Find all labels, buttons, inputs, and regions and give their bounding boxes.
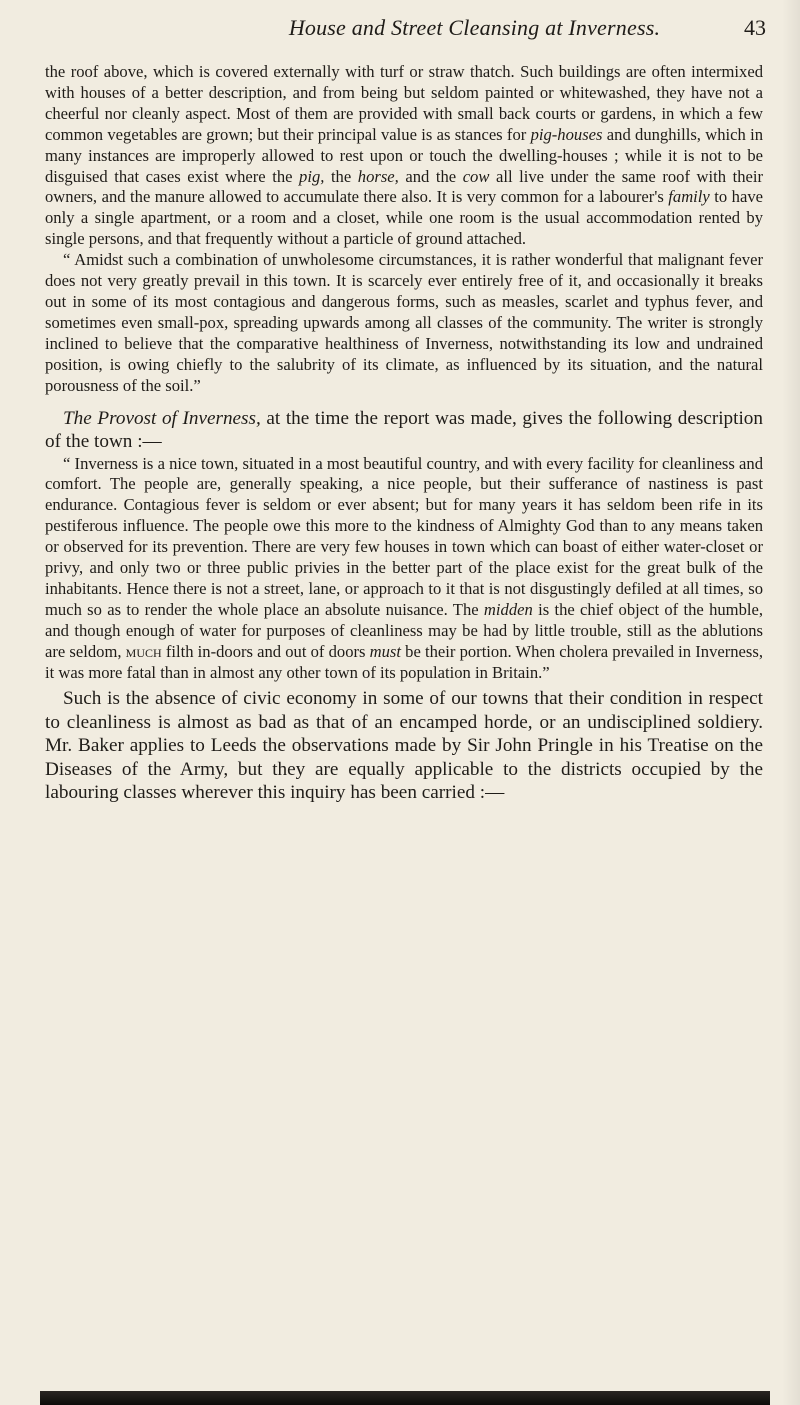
italic-run: horse,	[357, 166, 399, 186]
text-run: “ Amidst such a combination of unwholesome circumstances, it is rather wonderful that malignant fever does not very greatly prevail in this town. It is scarcely ever entirely free of it, and occasionally it breaks out in some of its most contagious and dangerous forms, such as measles, scarlet and typhus fever, and sometimes even small-pox, spreading upwards among all classes of the community. The writer is strongly inclined to believe that the comparative healthiness of Inverness, notwithstanding its low and undrained position, is owing chiefly to the salubrity of its climate, as influenced by its situation, and the natural porousness of the soil.”	[45, 250, 763, 395]
text-run: to have only a single apartment, or a room and a closet, while one room is the usual accommodation rented by single persons, and that frequently without a particle of ground attached.	[45, 187, 763, 249]
running-head: House and Street Cleansing at Inverness.	[288, 15, 661, 40]
paragraph-roof-description	[45, 62, 763, 250]
italic-run: pig-houses	[530, 124, 603, 144]
bottom-dark-edge	[40, 1391, 770, 1405]
italic-run: must	[369, 641, 402, 661]
text-run: “ Inverness is a nice town, situated in a most beautiful country, and with every facility for cleanliness and comfort. The people are, generally speaking, a nice people, but their sufferance of nastiness is past endurance. Contagious fever is seldom or ever absent; but for many years it has seldom been rife in its pestiferous influence. The people owe this more to the kindness of Almighty God than to any means taken or observed for its prevention. There are very few houses in town which can boast of either water-closet or privy, and only two or three public privies in the better part of the place exist for the great bulk of the inhabitants. Hence there is not a street, lane, or approach to it that is not disgustingly defiled at all times, so much so as to render the whole place an absolute nuisance. The	[45, 453, 763, 619]
paragraph-provost-intro	[45, 407, 763, 454]
page-header	[145, 8, 766, 48]
page-edge-shadow	[782, 0, 800, 1405]
paragraph-provost-quote	[45, 454, 763, 684]
paragraph-fever-quote	[45, 250, 763, 396]
italic-run: family	[668, 187, 710, 207]
text-run: the roof above, which is covered externally with turf or straw thatch. Such buildings are often intermixed with houses of a better description, and from being but seldom painted or whitewashed, they have not a cheerful nor cleanly aspect. Most of them are provided with small back courts or gardens, in which a few common vegetables are grown; but their principal value is as stances for	[45, 62, 763, 144]
body-text	[45, 62, 763, 805]
text-run: is the chief object of the humble, and though enough of water for purposes of cleanliness may be had by little trouble, still as the ablutions are seldom,	[45, 599, 764, 661]
italic-run: midden	[483, 599, 533, 619]
text-run: at the time the report was made, gives the following description of the town :—	[45, 407, 763, 452]
text-run: the	[324, 166, 358, 186]
text-run: and the	[398, 166, 463, 186]
small-caps-run: much	[125, 641, 162, 661]
page-number: 43	[744, 15, 766, 40]
paragraph-civic-economy	[45, 687, 763, 805]
text-run: be their portion. When cholera prevailed in Inverness, it was more fatal than in almost any other town of its population in Britain.”	[45, 641, 763, 682]
text-run: all live under the same roof with their owners, and the manure allowed to accumulate there also. It is very common for a labourer's	[45, 166, 763, 207]
text-run: and dunghills, which in many instances are improperly allowed to rest upon or touch the dwelling-houses ; while it is not to be disguised that cases exist where the	[45, 124, 764, 186]
italic-run: pig,	[299, 166, 325, 186]
italic-run: The Provost of Inverness,	[63, 407, 261, 429]
text-run: filth in-doors and out of doors	[161, 641, 370, 661]
italic-run: cow	[462, 166, 490, 186]
text-run: Such is the absence of civic economy in some of our towns that their condition in respect to cleanliness is almost as bad as that of an encamped horde, or an undisciplined soldiery. Mr. Baker applies to Leeds the observations made by Sir John Pringle in his Treatise on the Diseases of the Army, but they are equally applicable to the districts occupied by the labouring classes wherever this inquiry has been carried :—	[45, 688, 763, 804]
